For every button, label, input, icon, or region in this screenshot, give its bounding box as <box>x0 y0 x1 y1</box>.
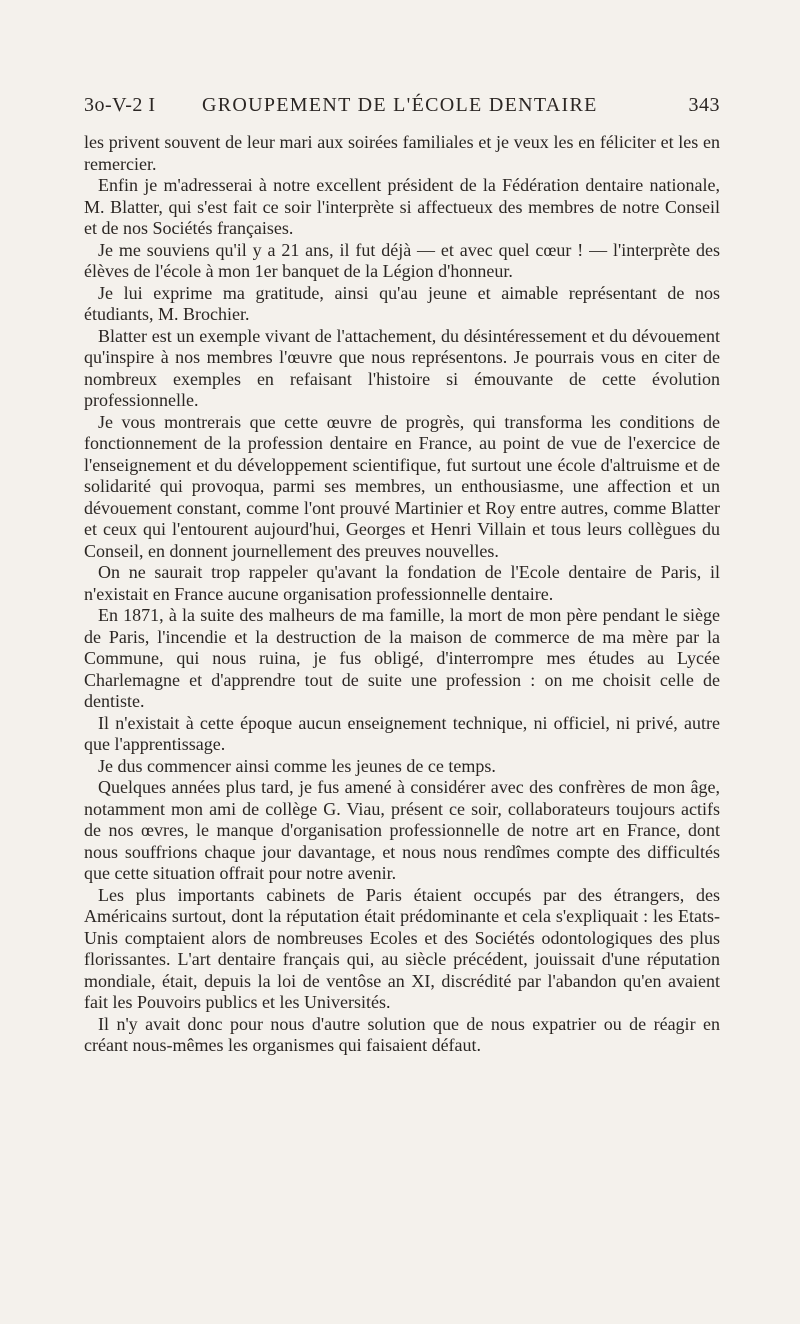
paragraph: Il n'y avait donc pour nous d'autre solution que de nous expatrier ou de réagir en créant nous-mêmes les organismes qui faisaient défaut. <box>84 1013 720 1055</box>
paragraph: Je lui exprime ma gratitude, ainsi qu'au jeune et aimable représentant de nos étudiants, M. Brochier. <box>84 282 720 324</box>
paragraph: Je me souviens qu'il y a 21 ans, il fut déjà — et avec quel cœur ! — l'interprète des élèves de l'école à mon 1er banquet de la Légion d'honneur. <box>84 239 720 281</box>
paragraph: Les plus importants cabinets de Paris étaient occupés par des étrangers, des Américains surtout, dont la réputation était prédominante et cela s'expliquait : les Etats-Unis comptaient alors de nombreuses Ecoles et des Sociétés odontologiques des plus florissantes. L'art dentaire français qui, au siècle précédent, jouissait d'une réputation mondiale, était, depuis la loi de ventôse an XI, discrédité par l'abandon qu'en avaient fait les Pouvoirs publics et les Universités. <box>84 884 720 1012</box>
page-body <box>84 132 720 1057</box>
running-header <box>84 94 720 122</box>
paragraph: En 1871, à la suite des malheurs de ma famille, la mort de mon père pendant le siège de Paris, l'incendie et la destruction de la maison de commerce de ma mère par la Commune, qui nous ruina, je fus obligé, d'interrompre mes études au Lycée Charlemagne et d'apprendre tout de suite une profession : on me choisit celle de dentiste. <box>84 605 720 711</box>
page-number: 343 <box>688 94 720 116</box>
header-date: 3o-V-2 I <box>84 94 156 116</box>
paragraph: Je dus commencer ainsi comme les jeunes de ce temps. <box>98 755 496 776</box>
paragraph: Quelques années plus tard, je fus amené à considérer avec des confrères de mon âge, notamment mon ami de collège G. Viau, présent ce soir, collaborateurs toujours actifs de nos œvres, le manque d'organisation professionnelle de notre art en France, dont nous souffrions chaque jour davantage, et nous nous rendîmes compte des difficultés que cette situation offrait pour notre avenir. <box>84 777 720 883</box>
paragraph: les privent souvent de leur mari aux soirées familiales et je veux les en féliciter et les en remercier. <box>84 132 720 174</box>
paragraph: Blatter est un exemple vivant de l'attachement, du désintéressement et du dévouement qu'inspire à nos membres l'œuvre que nous représentons. Je pourrais vous en citer de nombreux exemples en refaisant l'histoire si émouvante de cette évolution professionnelle. <box>84 325 720 410</box>
header-title: GROUPEMENT DE L'ÉCOLE DENTAIRE <box>202 94 598 116</box>
paragraph: Enfin je m'adresserai à notre excellent président de la Fédération dentaire nationale, M. Blatter, qui s'est fait ce soir l'interprète si affectueux des membres de notre Conseil et de nos Sociétés françaises. <box>84 175 720 238</box>
paragraph: Je vous montrerais que cette œuvre de progrès, qui transforma les conditions de fonctionnement de la profession dentaire en France, au point de vue de l'exercice de l'enseignement et du développement scientifique, fut surtout une école d'altruisme et de solidarité qui provoqua, parmi ses membres, un enthousiasme, une affection et un dévouement constant, comme l'ont prouvé Martinier et Roy entre autres, comme Blatter et ceux qui l'entourent aujourd'hui, Georges et Henri Villain et tous leurs collègues du Conseil, en donnent journellement des preuves nouvelles. <box>84 411 720 561</box>
paragraph: Il n'existait à cette époque aucun enseignement technique, ni officiel, ni privé, autre que l'apprentissage. <box>84 712 720 754</box>
paragraph: On ne saurait trop rappeler qu'avant la fondation de l'Ecole dentaire de Paris, il n'existait en France aucune organisation professionnelle dentaire. <box>84 562 720 604</box>
